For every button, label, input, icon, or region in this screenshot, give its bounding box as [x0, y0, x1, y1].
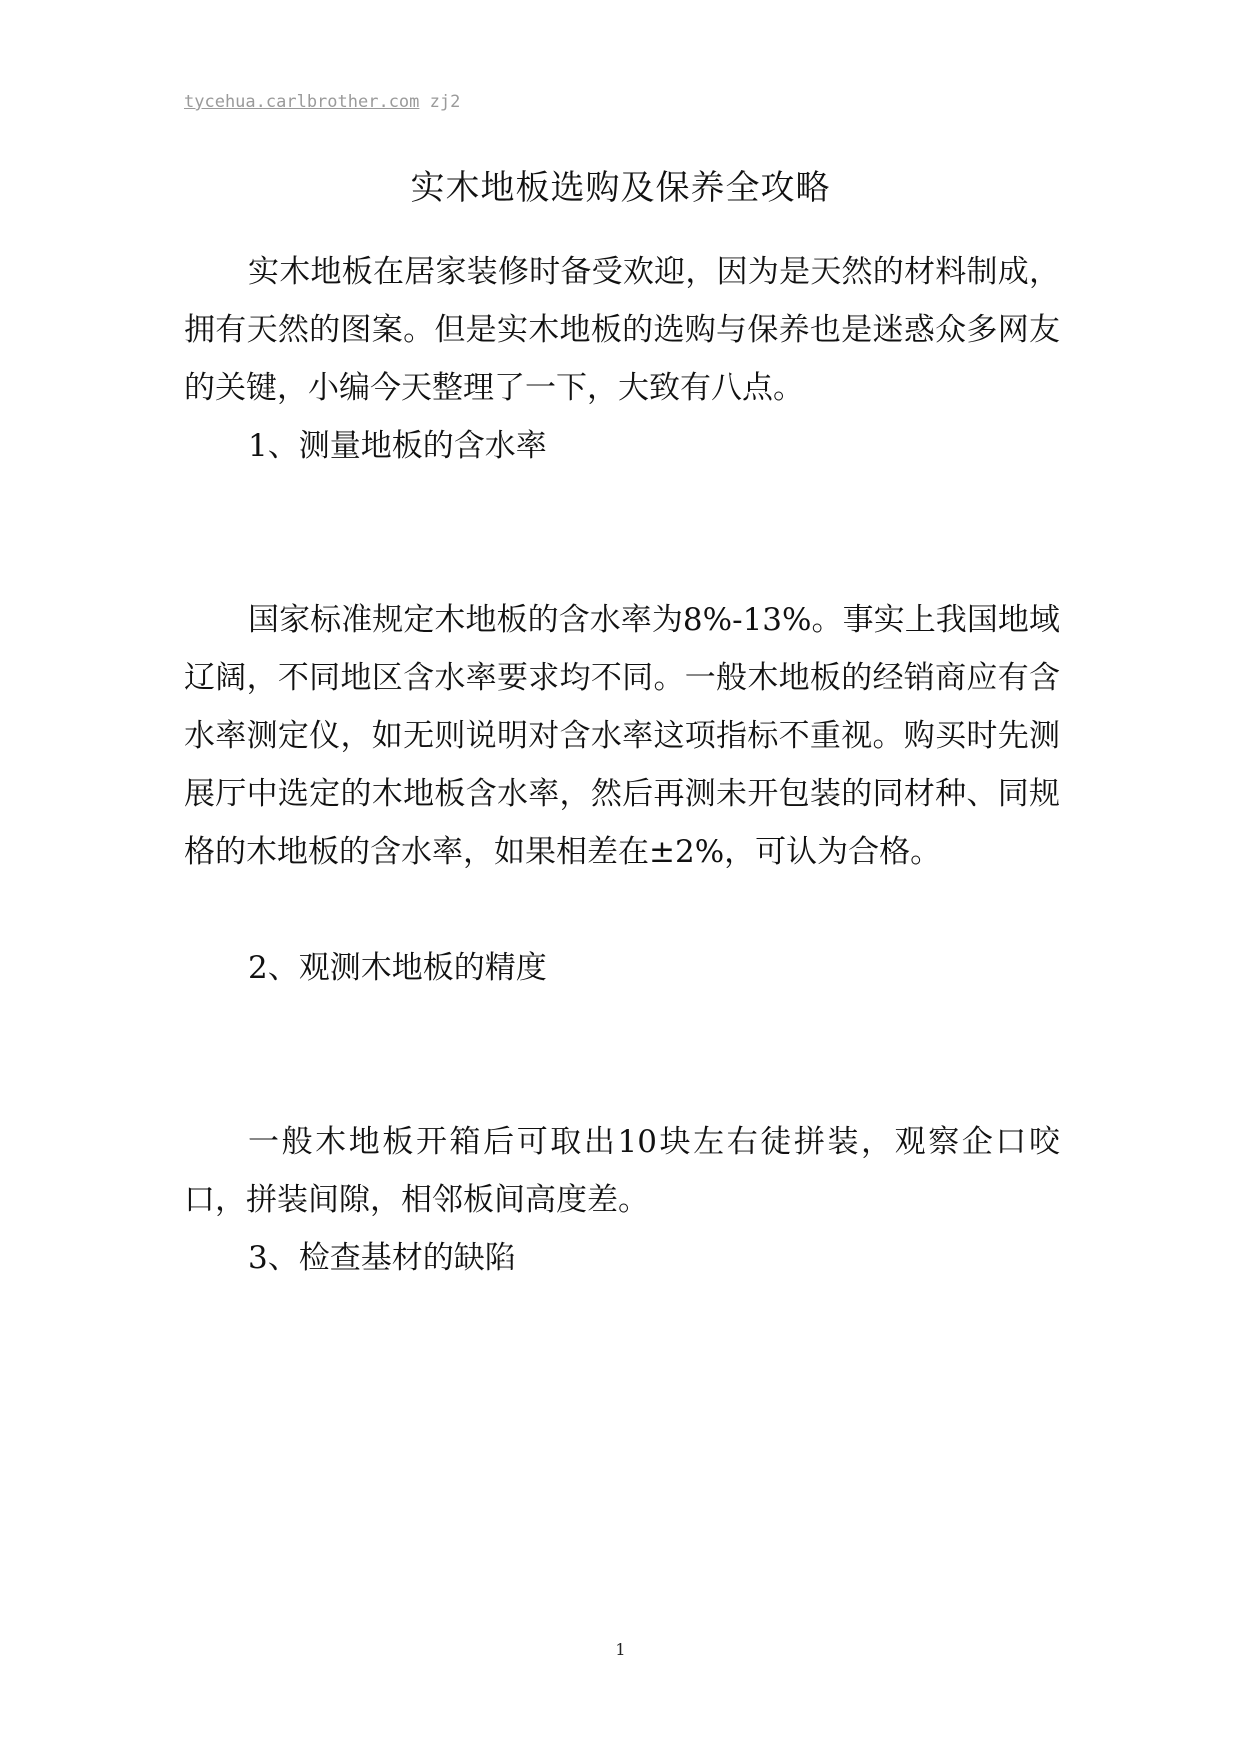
intro-paragraph: 实木地板在居家装修时备受欢迎，因为是天然的材料制成，拥有天然的图案。但是实木地板的选购与保养也是迷惑众多网友的关键，小编今天整理了一下，大致有八点。	[184, 254, 1060, 406]
page-header	[184, 92, 460, 112]
section-heading-2: 2、观测木地板的精度	[248, 950, 547, 986]
document-title: 实木地板选购及保养全攻略	[410, 168, 831, 208]
section-paragraph-1: 国家标准规定木地板的含水率为8%-13%。事实上我国地域辽阔，不同地区含水率要求均不同。一般木地板的经销商应有含水率测定仪，如无则说明对含水率这项指标不重视。购买时先测展厅中选定的木地板含水率，然后再测未开包装的同材种、同规格的木地板的含水率，如果相差在±2%，可认为合格。	[184, 602, 1060, 870]
header-suffix: zj2	[419, 92, 461, 112]
page-number: 1	[615, 1640, 626, 1659]
header-link[interactable]: tycehua.carlbrother.com	[184, 92, 420, 112]
section-paragraph-2: 一般木地板开箱后可取出10块左右徒拼装，观察企口咬口，拼装间隙，相邻板间高度差。	[184, 1124, 1060, 1218]
section-heading-3: 3、检查基材的缺陷	[248, 1240, 516, 1276]
section-heading-1: 1、测量地板的含水率	[248, 428, 547, 464]
